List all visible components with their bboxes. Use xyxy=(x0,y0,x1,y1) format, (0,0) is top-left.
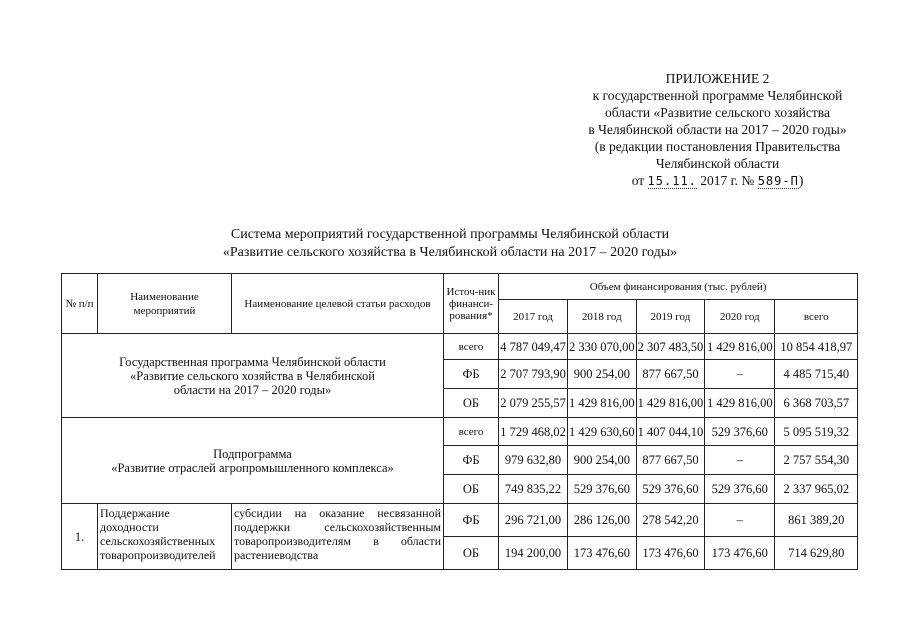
value-cell: 529 376,60 xyxy=(705,475,775,504)
appendix-block xyxy=(520,70,905,190)
handwritten-date: 15.11. xyxy=(647,174,697,188)
value-cell: 2 330 070,00 xyxy=(568,334,637,360)
appendix-title: ПРИЛОЖЕНИЕ 2 xyxy=(665,71,770,86)
source-cell: ФБ xyxy=(444,446,499,475)
header-2018: 2018 год xyxy=(568,300,637,334)
value-cell: 1 429 816,00 xyxy=(636,389,705,418)
handwritten-number: 589-П xyxy=(757,174,799,188)
header-total: всего xyxy=(775,300,858,334)
header-num: № п/п xyxy=(62,274,98,334)
source-cell: ОБ xyxy=(444,389,499,418)
financing-table xyxy=(61,273,858,570)
value-cell: 173 476,60 xyxy=(568,537,637,570)
value-cell: 4 787 049,47 xyxy=(499,334,568,360)
value-cell: 749 835,22 xyxy=(499,475,568,504)
table-row xyxy=(62,334,858,360)
table-row xyxy=(62,504,858,537)
subprogram-label-line: Подпрограмма xyxy=(213,446,292,461)
value-cell: 296 721,00 xyxy=(499,504,568,537)
item-name: Поддержание доходности сельскохозяйственных товаропроизводителей xyxy=(98,504,232,570)
value-cell: 173 476,60 xyxy=(705,537,775,570)
source-cell: ФБ xyxy=(444,360,499,389)
title-line: «Развитие сельского хозяйства в Челябинской области на 2017 – 2020 годы» xyxy=(222,245,678,260)
header-name: Наименование мероприятий xyxy=(98,274,232,334)
value-cell: 877 667,50 xyxy=(636,360,705,389)
appendix-date-line xyxy=(520,172,905,190)
source-cell: ОБ xyxy=(444,475,499,504)
value-cell: 900 254,00 xyxy=(568,360,637,389)
value-cell: 10 854 418,97 xyxy=(775,334,858,360)
value-cell: 4 485 715,40 xyxy=(775,360,858,389)
date-suffix: ) xyxy=(798,173,804,188)
item-number: 1. xyxy=(62,504,98,570)
value-cell: 2 707 793,90 xyxy=(499,360,568,389)
value-cell: 278 542,20 xyxy=(636,504,705,537)
value-cell: – xyxy=(705,446,775,475)
value-cell: 529 376,60 xyxy=(636,475,705,504)
value-cell: 979 632,80 xyxy=(499,446,568,475)
header-source: Источ-ник финанси-рования* xyxy=(444,274,499,334)
document-title xyxy=(120,226,780,262)
value-cell: 900 254,00 xyxy=(568,446,637,475)
value-cell: 861 389,20 xyxy=(775,504,858,537)
program-label: Государственная программа Челябинской области «Развитие сельского хозяйства в Челябинской области на 2017 – 2020 годы» xyxy=(62,334,444,418)
header-2020: 2020 год xyxy=(705,300,775,334)
appendix-line: области «Развитие сельского хозяйства xyxy=(605,105,830,120)
header-2017: 2017 год xyxy=(499,300,568,334)
subprogram-label-line: «Развитие отраслей агропромышленного комплекса» xyxy=(111,460,394,475)
header-2019: 2019 год xyxy=(636,300,705,334)
source-cell: всего xyxy=(444,418,499,446)
value-cell: 1 407 044,10 xyxy=(636,418,705,446)
value-cell: 194 200,00 xyxy=(499,537,568,570)
source-cell: всего xyxy=(444,334,499,360)
date-year: 2017 г. № xyxy=(700,173,755,188)
value-cell: 2 337 965,02 xyxy=(775,475,858,504)
value-cell: – xyxy=(705,504,775,537)
date-prefix: от xyxy=(631,173,645,188)
item-article: субсидии на оказание несвязанной поддержки сельскохозяйственным товаропроизводителям в области растениеводства xyxy=(232,504,444,570)
value-cell: 714 629,80 xyxy=(775,537,858,570)
value-cell: 529 376,60 xyxy=(705,418,775,446)
source-cell: ОБ xyxy=(444,537,499,570)
value-cell: 2 757 554,30 xyxy=(775,446,858,475)
value-cell: 5 095 519,32 xyxy=(775,418,858,446)
value-cell: 1 429 816,00 xyxy=(568,389,637,418)
appendix-line: в Челябинской области на 2017 – 2020 годы» xyxy=(588,122,847,137)
table-row xyxy=(62,418,858,446)
appendix-line: Челябинской области xyxy=(655,156,780,171)
header-volume: Объем финансирования (тыс. рублей) xyxy=(499,274,858,300)
value-cell: 1 429 816,00 xyxy=(705,389,775,418)
value-cell: 2 079 255,57 xyxy=(499,389,568,418)
value-cell: 6 368 703,57 xyxy=(775,389,858,418)
value-cell: 1 429 816,00 xyxy=(705,334,775,360)
value-cell: 877 667,50 xyxy=(636,446,705,475)
value-cell: 529 376,60 xyxy=(568,475,637,504)
value-cell: 1 729 468,02 xyxy=(499,418,568,446)
value-cell: 1 429 630,60 xyxy=(568,418,637,446)
header-article: Наименование целевой статьи расходов xyxy=(232,274,444,334)
appendix-line: (в редакции постановления Правительства xyxy=(594,139,841,154)
title-line: Система мероприятий государственной программы Челябинской области xyxy=(230,227,670,242)
value-cell: 286 126,00 xyxy=(568,504,637,537)
source-cell: ФБ xyxy=(444,504,499,537)
subprogram-label xyxy=(62,418,444,504)
appendix-line: к государственной программе Челябинской xyxy=(592,88,843,103)
value-cell: 173 476,60 xyxy=(636,537,705,570)
value-cell: 2 307 483,50 xyxy=(636,334,705,360)
value-cell: – xyxy=(705,360,775,389)
